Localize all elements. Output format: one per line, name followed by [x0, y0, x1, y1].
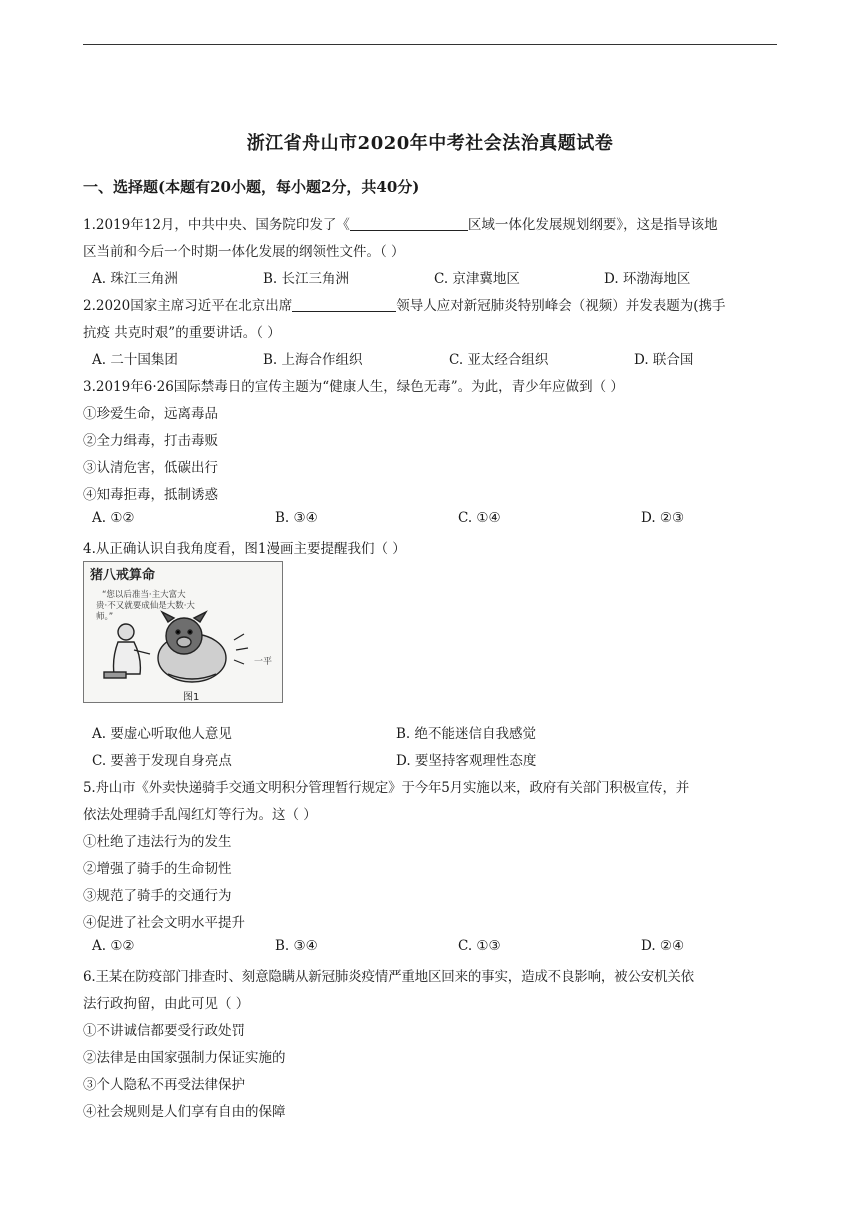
q5-item-3: ③规范了骑手的交通行为	[83, 888, 232, 904]
q2-option-b: B. 上海合作组织	[263, 352, 363, 368]
section-heading: 一、选择题(本题有20小题，每小题2分，共40分)	[83, 178, 420, 196]
q3-item-3: ③认清危害，低碳出行	[83, 460, 218, 476]
q3-stem: 3.2019年6·26国际禁毒日的宣传主题为“健康人生，绿色无毒”。为此，青少年应做到（ ）	[83, 379, 624, 395]
header-rule	[83, 44, 777, 45]
pig-figure	[158, 612, 226, 682]
q2-stem-line1	[83, 294, 726, 314]
q1-option-d: D. 环渤海地区	[604, 271, 691, 287]
q2-stem-a: 2.2020国家主席习近平在北京出席	[83, 298, 293, 314]
q5-item-4: ④促进了社会文明水平提升	[83, 915, 245, 931]
q1-stem-b: 区域一体化发展规划纲要》，这是指导该地	[467, 217, 718, 233]
q5-option-b: B. ③④	[275, 938, 318, 954]
q5-item-1: ①杜绝了违法行为的发生	[83, 834, 232, 850]
q4-option-d: D. 要坚持客观理性态度	[396, 753, 537, 769]
q2-option-a: A. 二十国集团	[92, 352, 178, 368]
motion-lines	[234, 634, 248, 664]
q5-stem-line2: 依法处理骑手乱闯红灯等行为。这（ ）	[83, 807, 317, 823]
q1-stem-line2: 区当前和今后一个时期一体化发展的纲领性文件。（ ）	[83, 244, 405, 260]
cartoon-banner: 猪八戒算命	[90, 568, 156, 583]
q6-stem-line1: 6.王某在防疫部门排查时、刻意隐瞒从新冠肺炎疫情严重地区回来的事实，造成不良影响，被公安机关依	[83, 969, 694, 985]
q6-item-2: ②法律是由国家强制力保证实施的	[83, 1050, 286, 1066]
q3-item-1: ①珍爱生命，远离毒品	[83, 406, 218, 422]
q2-stem-line2: 抗疫 共克时艰”的重要讲话。（ ）	[83, 325, 281, 341]
q6-item-3: ③个人隐私不再受法律保护	[83, 1077, 245, 1093]
q5-item-2: ②增强了骑手的生命韧性	[83, 861, 232, 877]
q1-stem-a: 1.2019年12月，中共中央、国务院印发了《	[83, 217, 350, 233]
q6-item-1: ①不讲诚信都要受行政处罚	[83, 1023, 245, 1039]
q5-option-d: D. ②④	[641, 938, 685, 954]
cartoon-speech-1: “您以后准当·主大富大	[102, 590, 186, 600]
q1-stem-line1	[83, 213, 718, 233]
page-title: 浙江省舟山市2020年中考社会法治真题试卷	[246, 133, 614, 154]
q5-option-a: A. ①②	[92, 938, 135, 954]
q2-option-c: C. 亚太经合组织	[449, 352, 549, 368]
q3-option-c: C. ①④	[458, 510, 501, 526]
fortune-teller-figure	[104, 624, 150, 678]
q4-option-a: A. 要虚心听取他人意见	[92, 726, 232, 742]
q5-option-c: C. ①③	[458, 938, 501, 954]
q1-option-c: C. 京津冀地区	[434, 271, 520, 287]
q2-blank	[292, 297, 396, 312]
q1-option-b: B. 长江三角洲	[263, 271, 350, 287]
figure-caption: 图1	[183, 692, 200, 703]
q2-stem-b: 领导人应对新冠肺炎特别峰会（视频）并发表题为(携手	[396, 298, 726, 314]
q3-option-b: B. ③④	[275, 510, 318, 526]
q4-option-b: B. 绝不能迷信自我感觉	[396, 726, 537, 742]
q3-option-d: D. ②③	[641, 510, 685, 526]
cartoon-figure	[83, 561, 283, 703]
q3-option-a: A. ①②	[92, 510, 135, 526]
cartoon-speech-3: 师。”	[96, 612, 114, 622]
q2-option-d: D. 联合国	[634, 352, 694, 368]
q5-stem-line1: 5.舟山市《外卖快递骑手交通文明积分管理暂行规定》于今年5月实施以来，政府有关部门积极宣传，并	[83, 780, 690, 796]
q6-item-4: ④社会规则是人们享有自由的保障	[83, 1104, 286, 1120]
cartoon-illustration	[84, 562, 282, 686]
cartoon-speech-2: 贵·不又就要成仙是大数·大	[96, 601, 195, 611]
q1-blank	[350, 216, 468, 231]
q3-item-4: ④知毒拒毒，抵制诱惑	[83, 487, 218, 503]
q1-option-a: A. 珠江三角洲	[92, 271, 178, 287]
cartoon-signature: 一平	[254, 657, 273, 667]
q6-stem-line2: 法行政拘留，由此可见（ ）	[83, 996, 250, 1012]
q4-stem: 4.从正确认识自我角度看，图1漫画主要提醒我们（ ）	[83, 541, 406, 557]
q3-item-2: ②全力缉毒，打击毒贩	[83, 433, 218, 449]
q4-option-c: C. 要善于发现自身亮点	[92, 753, 232, 769]
